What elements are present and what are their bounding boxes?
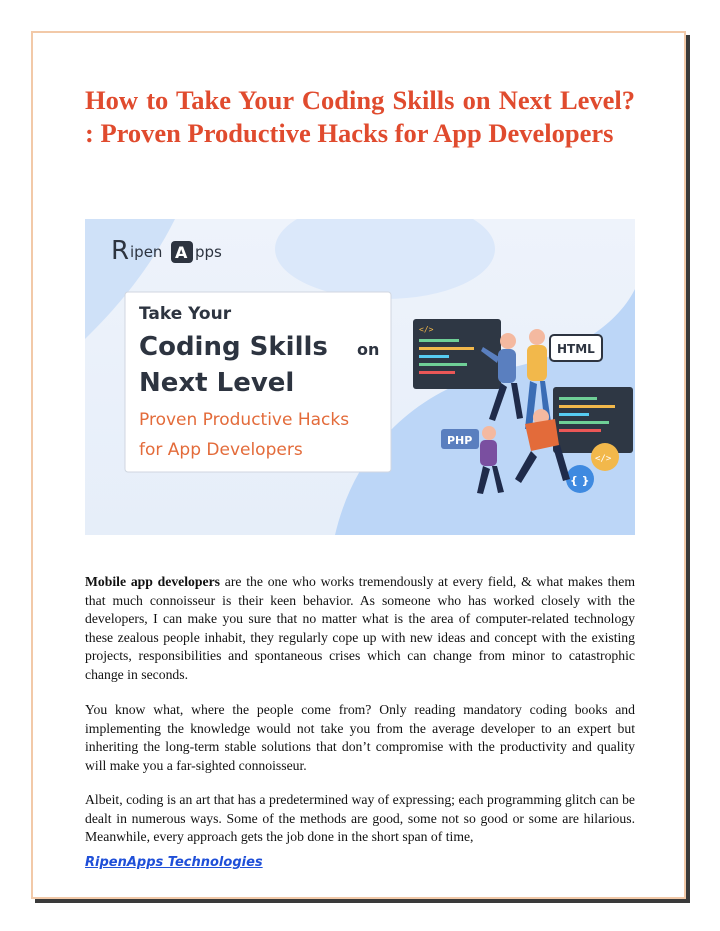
headline-line1: Take Your	[139, 304, 232, 324]
logo-r: R	[111, 236, 130, 266]
headline-line3: Next Level	[139, 368, 295, 398]
footer-link[interactable]: RipenApps Technologies	[85, 855, 263, 870]
logo-a: A	[175, 243, 188, 262]
html-badge-label: HTML	[557, 342, 595, 356]
code-tag-top: </>	[419, 325, 434, 334]
headline-line4: Proven Productive Hacks	[139, 410, 350, 430]
php-badge-label: PHP	[447, 434, 473, 447]
headline-line2a: Coding Skills	[139, 332, 328, 362]
paragraph-1-text: are the one who works tremendously at every field, & what makes them that much connoisseur is their keen behavior. As someone who has worked closely with the developers, I can make you sure that no matter what is the area of computer-related technology these zealous people inhabit, they regularly cope up with new ideas and concept with the existing projects, responsibilities and spontaneous crises which can change from minor to catastrophic change in seconds.	[85, 574, 635, 682]
code-window-bottom	[553, 387, 633, 453]
paragraph-2: You know what, where the people come from? Only reading mandatory coding books and implementing the knowledge would not take you from the average developer to an expert but inheriting the long-term stable solutions that don’t compromise with the productivity and quality will make you a far-sighted connoisseur.	[85, 702, 635, 773]
paragraph-1	[85, 573, 635, 685]
logo-pps: pps	[195, 243, 222, 261]
hero-illustration	[85, 219, 635, 535]
braces-circle-label: { }	[570, 474, 590, 487]
logo-ipen: ipen	[130, 243, 163, 261]
tag-circle-label: </>	[595, 454, 612, 464]
hero-blob-top	[275, 219, 495, 299]
headline-line5: for App Developers	[139, 440, 303, 460]
paragraph-1-lead: Mobile app developers	[85, 574, 220, 589]
headline-line2b: on	[357, 340, 380, 359]
hero-banner	[85, 219, 635, 535]
paragraph-3: Albeit, coding is an art that has a predetermined way of expressing; each programming glitch can be dealt in numerous ways. Some of the methods are good, some not so good or some are hilarious. Meanwhile, every approach gets the job done in the short span of time,	[85, 792, 635, 845]
document-title: How to Take Your Coding Skills on Next Level? : Proven Productive Hacks for App Developers	[85, 85, 635, 148]
